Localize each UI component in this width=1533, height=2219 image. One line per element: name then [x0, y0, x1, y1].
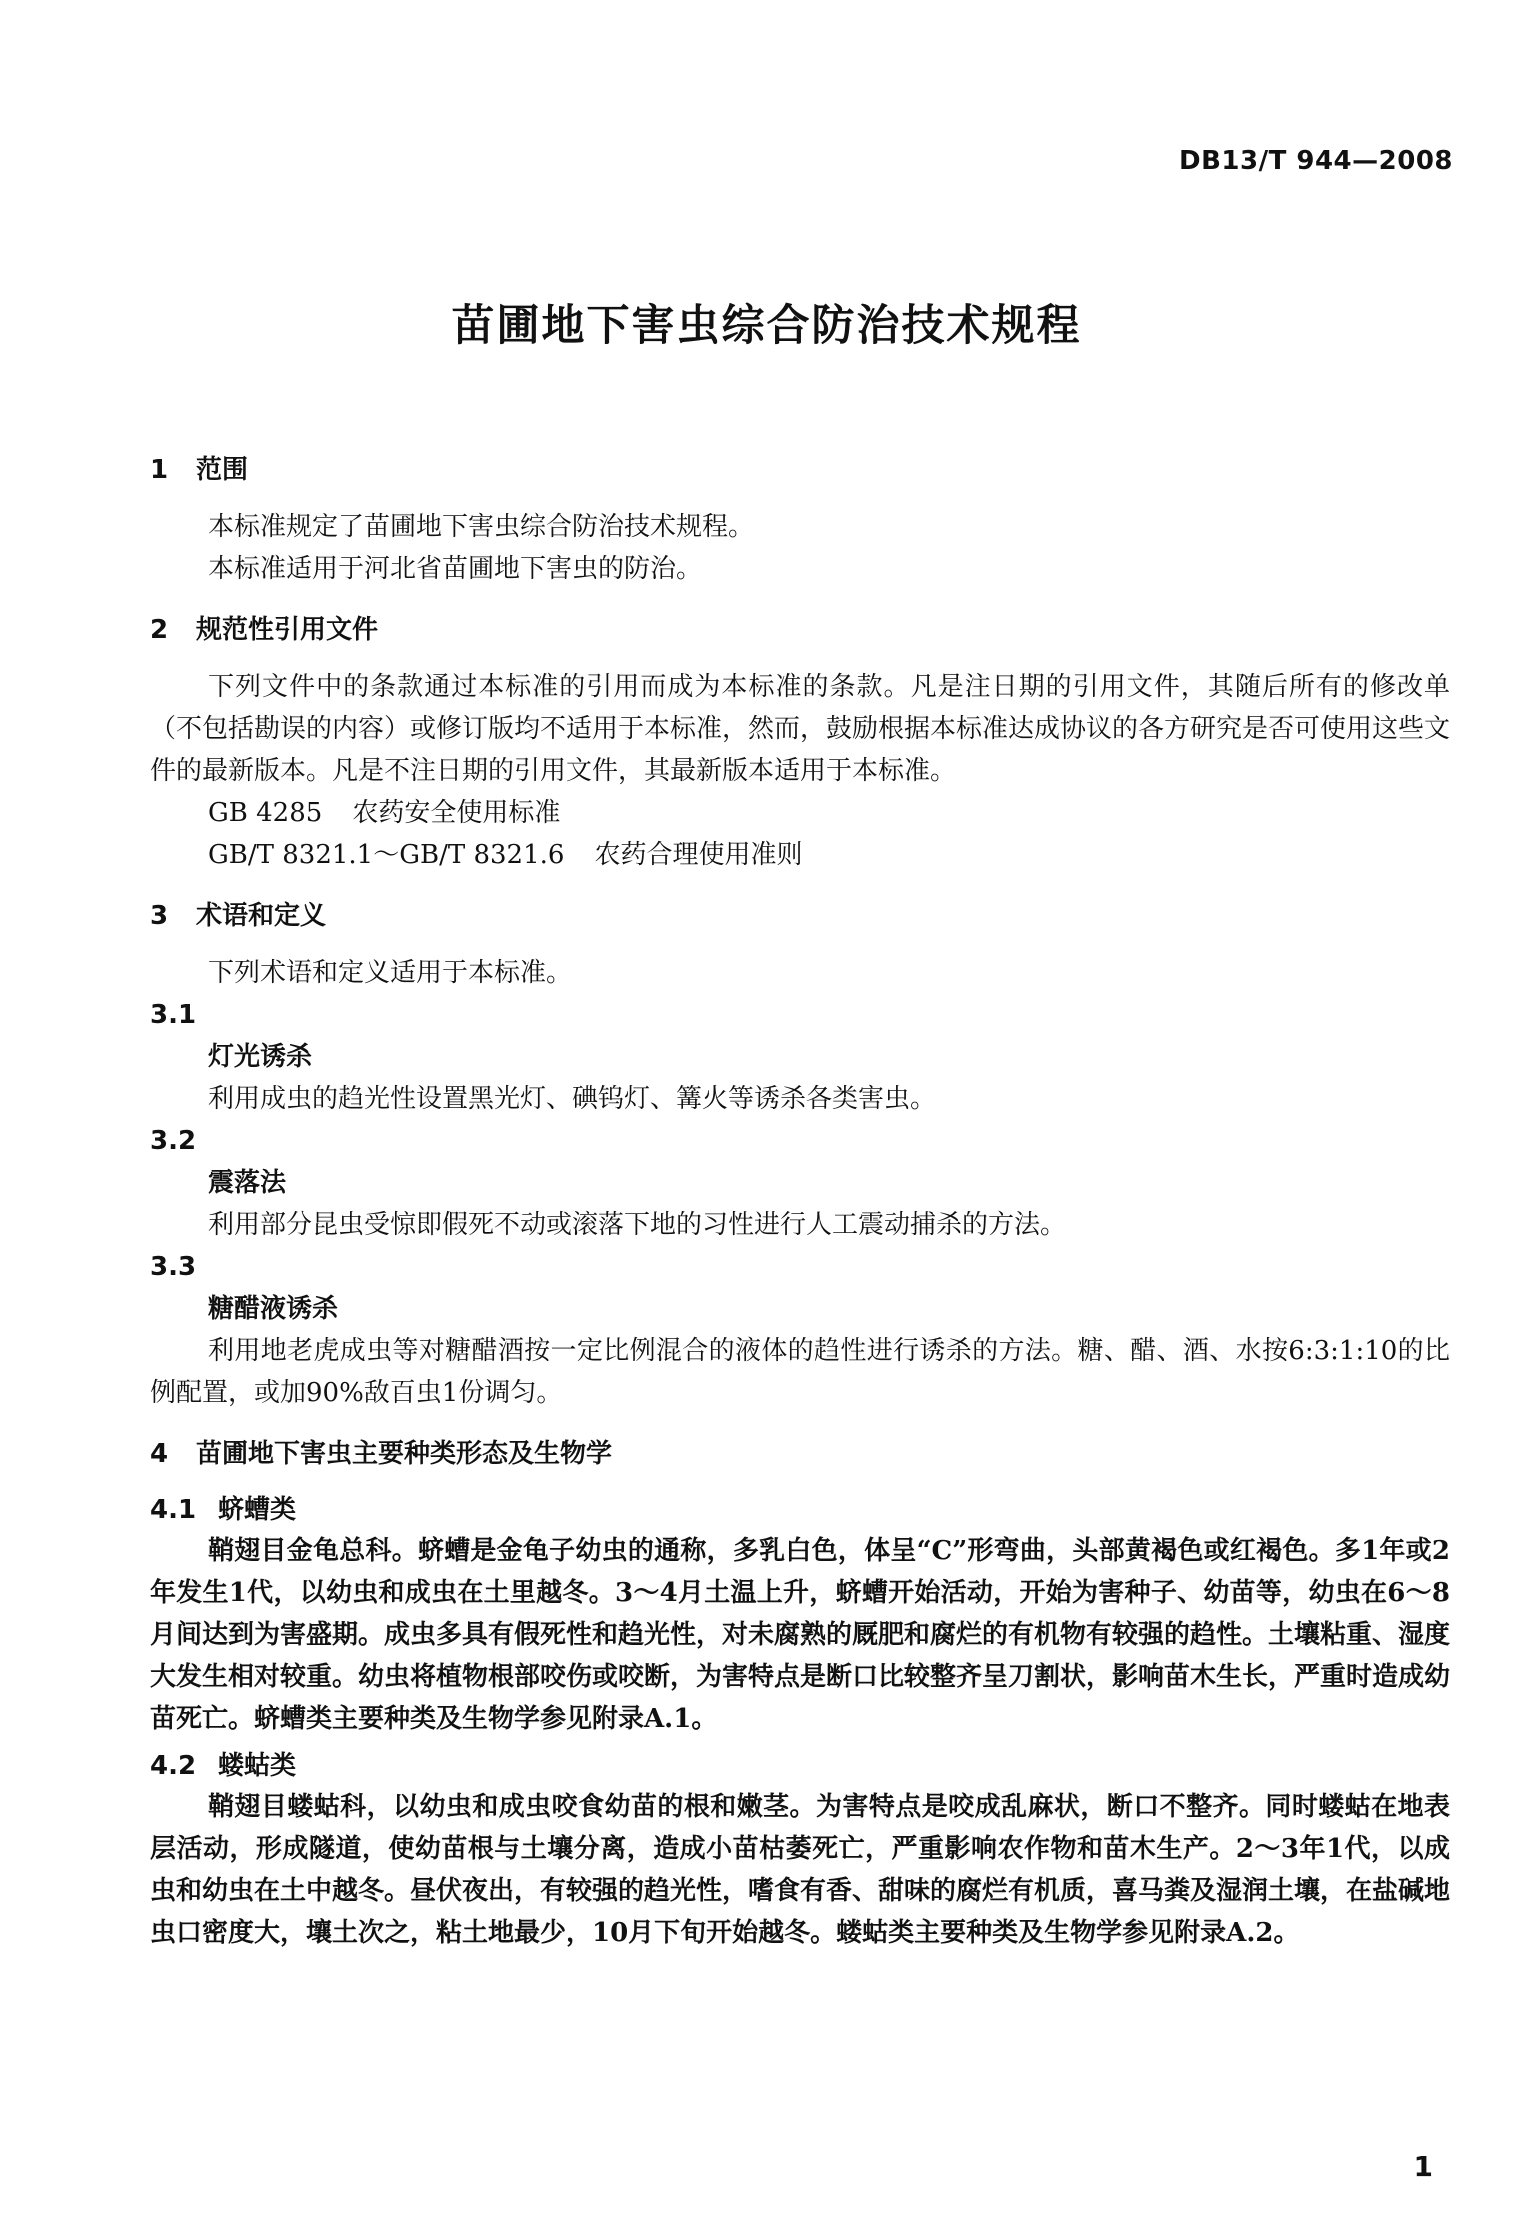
reference-item: [150, 792, 1450, 834]
subsection-heading-4-2: [150, 1746, 1450, 1786]
reference-item: [150, 834, 1450, 876]
section-number: 3: [150, 901, 169, 931]
document-title: 苗圃地下害虫综合防治技术规程: [451, 301, 1082, 351]
paragraph: 鞘翅目金龟总科。蛴螬是金龟子幼虫的通称，多乳白色，体呈“C”形弯曲，头部黄褐色或红褐色。多1年或2年发生1代，以幼虫和成虫在土里越冬。3～4月土温上升，蛴螬开始活动，开始为害种子、幼苗等，幼虫在6～8月间达到为害盛期。成虫多具有假死性和趋光性，对未腐熟的厩肥和腐烂的有机物有较强的趋性。土壤粘重、湿度大发生相对较重。幼虫将植物根部咬伤或咬断，为害特点是断口比较整齐呈刀割状，影响苗木生长，严重时造成幼苗死亡。蛴螬类主要种类及生物学参见附录A.1。: [150, 1536, 1451, 1734]
term-name: 灯光诱杀: [208, 1042, 313, 1072]
subsection-number: 4.1: [150, 1495, 197, 1525]
reference-title: 农药安全使用标准: [352, 798, 561, 828]
term-definition: 利用成虫的趋光性设置黑光灯、碘钨灯、篝火等诱杀各类害虫。: [208, 1084, 937, 1114]
reference-code: GB/T 8321.1～GB/T 8321.6: [208, 840, 565, 870]
section-heading-2: [150, 610, 1450, 650]
subsection-number: 4.2: [150, 1751, 197, 1781]
paragraph: 鞘翅目蝼蛄科，以幼虫和成虫咬食幼苗的根和嫩茎。为害特点是咬成乱麻状，断口不整齐。同时蝼蛄在地表层活动，形成隧道，使幼苗根与土壤分离，造成小苗枯萎死亡，严重影响农作物和苗木生产。2～3年1代，以成虫和幼虫在土中越冬。昼伏夜出，有较强的趋光性，嗜食有香、甜味的腐烂有机质，喜马粪及湿润土壤，在盐碱地虫口密度大，壤土次之，粘土地最少，10月下旬开始越冬。蝼蛄类主要种类及生物学参见附录A.2。: [150, 1792, 1451, 1948]
term-number: 3.3: [150, 1252, 197, 1282]
section-title: 规范性引用文件: [196, 615, 379, 645]
paragraph: 本标准规定了苗圃地下害虫综合防治技术规程。: [208, 512, 755, 542]
section-number: 4: [150, 1439, 169, 1469]
paragraph: 本标准适用于河北省苗圃地下害虫的防治。: [208, 554, 703, 584]
term-name: 糖醋液诱杀: [208, 1294, 339, 1324]
section-heading-3: [150, 896, 1450, 936]
term-number: 3.2: [150, 1126, 197, 1156]
section-heading-4: [150, 1434, 1450, 1474]
term-definition: 利用地老虎成虫等对糖醋酒按一定比例混合的液体的趋性进行诱杀的方法。糖、醋、酒、水按6:3:1:10的比例配置，或加90%敌百虫1份调匀。: [150, 1336, 1450, 1408]
section-heading-1: [150, 450, 1450, 490]
subsection-heading-4-1: [150, 1490, 1450, 1530]
page-number: 1: [1413, 2150, 1433, 2183]
standard-code: DB13/T 944—2008: [1179, 146, 1453, 176]
paragraph: 下列文件中的条款通过本标准的引用而成为本标准的条款。凡是注日期的引用文件，其随后所有的修改单（不包括勘误的内容）或修订版均不适用于本标准，然而，鼓励根据本标准达成协议的各方研究是否可使用这些文件的最新版本。凡是不注日期的引用文件，其最新版本适用于本标准。: [150, 672, 1451, 786]
document-body: [150, 430, 1450, 1954]
section-number: 2: [150, 615, 169, 645]
section-number: 1: [150, 455, 169, 485]
section-title: 苗圃地下害虫主要种类形态及生物学: [196, 1439, 613, 1469]
section-title: 术语和定义: [196, 901, 327, 931]
term-definition: 利用部分昆虫受惊即假死不动或滚落下地的习性进行人工震动捕杀的方法。: [208, 1210, 1067, 1240]
section-title: 范围: [196, 455, 249, 485]
paragraph: 下列术语和定义适用于本标准。: [208, 958, 573, 988]
reference-code: GB 4285: [208, 798, 323, 828]
subsection-title: 蛴螬类: [218, 1495, 297, 1525]
subsection-title: 蝼蛄类: [218, 1751, 297, 1781]
term-number: 3.1: [150, 1000, 197, 1030]
term-name: 震落法: [208, 1168, 287, 1198]
reference-title: 农药合理使用准则: [594, 840, 803, 870]
